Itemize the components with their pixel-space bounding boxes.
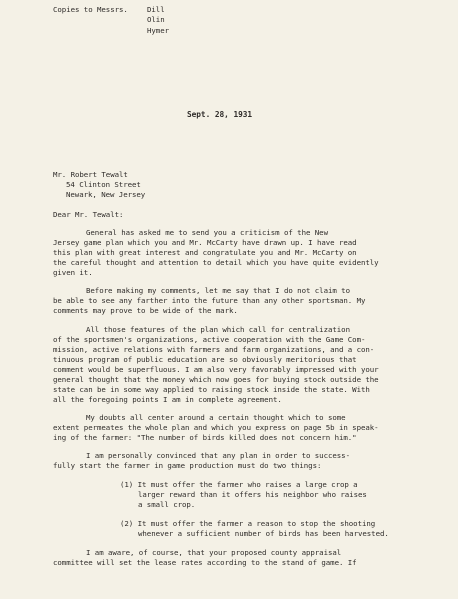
address-city: Newark, New Jersey	[66, 190, 146, 199]
text-line: be able to see any farther into the future than any other sportsman. My	[53, 296, 366, 305]
text-line: (2) It must offer the farmer a reason to stop the shooting	[120, 519, 376, 528]
copies-label: Copies to Messrs.	[53, 5, 128, 14]
text-line: Jersey game plan which you and Mr. McCarty have drawn up. I have read	[53, 238, 357, 247]
text-line: fully start the farmer in game production must do two things:	[53, 461, 322, 470]
text-line: given it.	[53, 268, 93, 277]
copies-recipient: Olin	[147, 15, 165, 24]
text-line: committee will set the lease rates according to the stand of game. If	[53, 558, 357, 567]
text-line: a small crop.	[138, 500, 196, 509]
text-line: My doubts all center around a certain thought which to some	[86, 413, 346, 422]
text-line: (1) It must offer the farmer who raises a large crop a	[120, 480, 358, 489]
copies-recipient: Dill	[147, 5, 165, 14]
text-line: whenever a sufficient number of birds has been harvested.	[138, 529, 389, 538]
text-line: this plan with great interest and congratulate you and Mr. McCarty on	[53, 248, 357, 257]
text-line: comment would be superfluous. I am also very favorably impressed with your	[53, 365, 379, 374]
salutation: Dear Mr. Tewalt:	[53, 210, 124, 219]
text-line: ing of the farmer: "The number of birds killed does not concern him."	[53, 433, 357, 442]
text-line: of the sportsmen's organizations, active cooperation with the Game Com-	[53, 335, 366, 344]
text-line: the careful thought and attention to detail which you have quite evidently	[53, 258, 379, 267]
text-line: state can be in some way applied to raising stock inside the state. With	[53, 385, 370, 394]
text-line: I am aware, of course, that your proposed county appraisal	[86, 548, 342, 557]
copies-recipient: Hymer	[147, 26, 169, 35]
text-line: all the foregoing points I am in complete agreement.	[53, 395, 282, 404]
text-line: larger reward than it offers his neighbor who raises	[138, 490, 367, 499]
address-name: Mr. Robert Tewalt	[53, 170, 128, 179]
text-line: General has asked me to send you a criticism of the New	[86, 228, 328, 237]
letter-date: Sept. 28, 1931	[187, 110, 253, 119]
text-line: comments may prove to be wide of the mark.	[53, 306, 238, 315]
text-line: tinuous program of public education are so obviously meritorious that	[53, 355, 357, 364]
text-line: mission, active relations with farmers and farm organizations, and a con-	[53, 345, 375, 354]
text-line: All those features of the plan which call for centralization	[86, 325, 350, 334]
text-line: extent permeates the whole plan and which you express on page 5b in speak-	[53, 423, 379, 432]
address-street: 54 Clinton Street	[66, 180, 141, 189]
text-line: general thought that the money which now goes for buying stock outside the	[53, 375, 379, 384]
text-line: Before making my comments, let me say that I do not claim to	[86, 286, 350, 295]
text-line: I am personally convinced that any plan in order to success-	[86, 451, 350, 460]
